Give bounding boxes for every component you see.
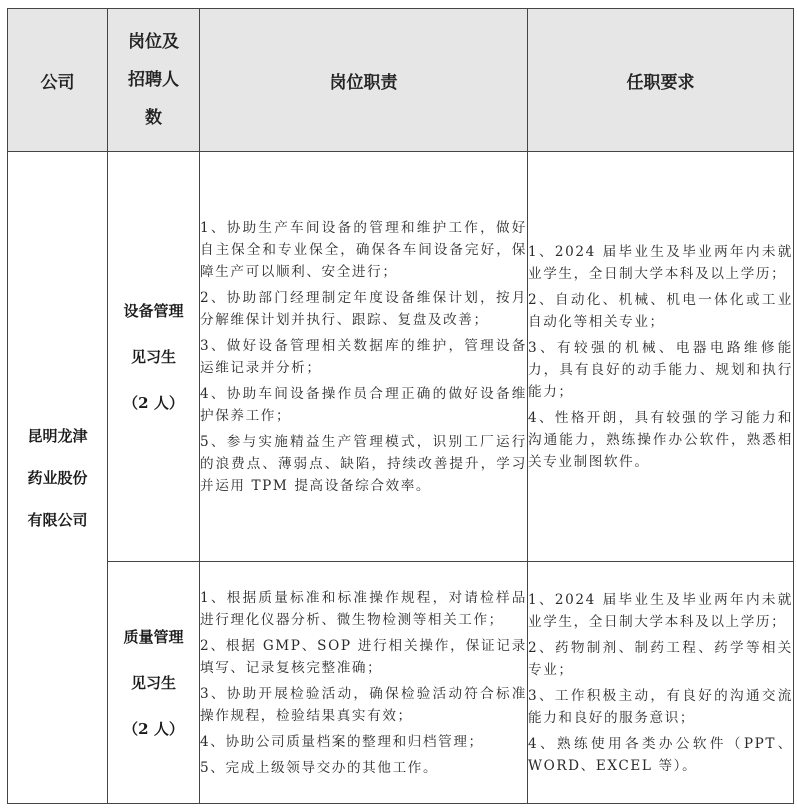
duty-item: 3、协助开展检验活动，确保检验活动符合标准操作规程，检验结果真实有效； bbox=[200, 685, 527, 724]
position-title-line: 见习生 bbox=[130, 673, 176, 692]
duties-cell bbox=[200, 152, 528, 562]
header-position-line: 招聘人 bbox=[128, 70, 179, 90]
requirement-item: 3、有较强的机械、电器电路维修能力，具有良好的动手能力、规划和执行能力； bbox=[528, 339, 793, 400]
header-position-line: 岗位及 bbox=[128, 32, 179, 52]
duty-item: 5、完成上级领导交办的其他工作。 bbox=[200, 759, 439, 776]
duty-item: 4、协助公司质量档案的整理和归档管理； bbox=[200, 733, 484, 750]
position-cell bbox=[108, 152, 200, 562]
requirement-item: 1、2024 届毕业生及毕业两年内未就业学生，全日制大学本科及以上学历； bbox=[528, 591, 793, 630]
company-name-cell bbox=[8, 152, 108, 804]
header-company: 公司 bbox=[8, 9, 108, 152]
header-position-count bbox=[108, 9, 200, 152]
requirement-item: 3、工作积极主动，有良好的沟通交流能力和良好的服务意识； bbox=[528, 687, 793, 726]
duty-item: 1、协助生产车间设备的管理和维护工作，做好自主保全和专业保全，确保各车间设备完好，保障生产可以顺利、安全进行； bbox=[200, 219, 527, 280]
header-duties: 岗位职责 bbox=[200, 9, 528, 152]
position-title-line: 见习生 bbox=[130, 347, 176, 366]
job-recruitment-table bbox=[7, 8, 794, 804]
duty-item: 2、根据 GMP、SOP 进行相关操作，保证记录填写、记录复核完整准确； bbox=[200, 637, 527, 676]
requirement-item: 1、2024 届毕业生及毕业两年内未就业学生，全日制大学本科及以上学历； bbox=[528, 243, 793, 282]
header-position-line: 数 bbox=[145, 108, 162, 128]
position-title-line: 设备管理 bbox=[123, 301, 184, 320]
requirements-cell bbox=[528, 152, 794, 562]
company-name-line: 昆明龙津 bbox=[27, 426, 88, 445]
position-headcount: （2 人） bbox=[123, 719, 184, 738]
duties-cell bbox=[200, 562, 528, 804]
table-row-equipment-trainee bbox=[8, 152, 794, 562]
duty-item: 1、根据质量标准和标准操作规程，对请检样品进行理化仪器分析、微生物检测等相关工作； bbox=[200, 589, 527, 628]
position-title-line: 质量管理 bbox=[123, 627, 184, 646]
duty-item: 2、协助部门经理制定年度设备维保计划，按月分解维保计划并执行、跟踪、复盘及改善； bbox=[200, 289, 527, 328]
duty-item: 3、做好设备管理相关数据库的维护，管理设备运维记录并分析； bbox=[200, 337, 527, 376]
requirement-item: 4、熟练使用各类办公软件（PPT、WORD、EXCEL 等）。 bbox=[528, 735, 793, 774]
duty-item: 4、协助车间设备操作员合理正确的做好设备维护保养工作； bbox=[200, 385, 527, 424]
requirements-cell bbox=[528, 562, 794, 804]
company-name-line: 药业股份 bbox=[27, 468, 88, 487]
company-name-line: 有限公司 bbox=[27, 510, 88, 529]
requirement-item: 2、药物制剂、制药工程、药学等相关专业； bbox=[528, 639, 793, 678]
position-headcount: （2 人） bbox=[123, 393, 184, 412]
requirement-item: 2、自动化、机械、机电一体化或工业自动化等相关专业； bbox=[528, 291, 793, 330]
header-requirements: 任职要求 bbox=[528, 9, 794, 152]
table-header-row bbox=[8, 9, 794, 152]
requirement-item: 4、性格开朗，具有较强的学习能力和沟通能力，熟练操作办公软件，熟悉相关专业制图软件。 bbox=[528, 409, 793, 470]
table-row-quality-trainee bbox=[8, 562, 794, 804]
duty-item: 5、参与实施精益生产管理模式，识别工厂运行的浪费点、薄弱点、缺陷，持续改善提升，学习并运用 TPM 提高设备综合效率。 bbox=[200, 433, 527, 494]
position-cell bbox=[108, 562, 200, 804]
